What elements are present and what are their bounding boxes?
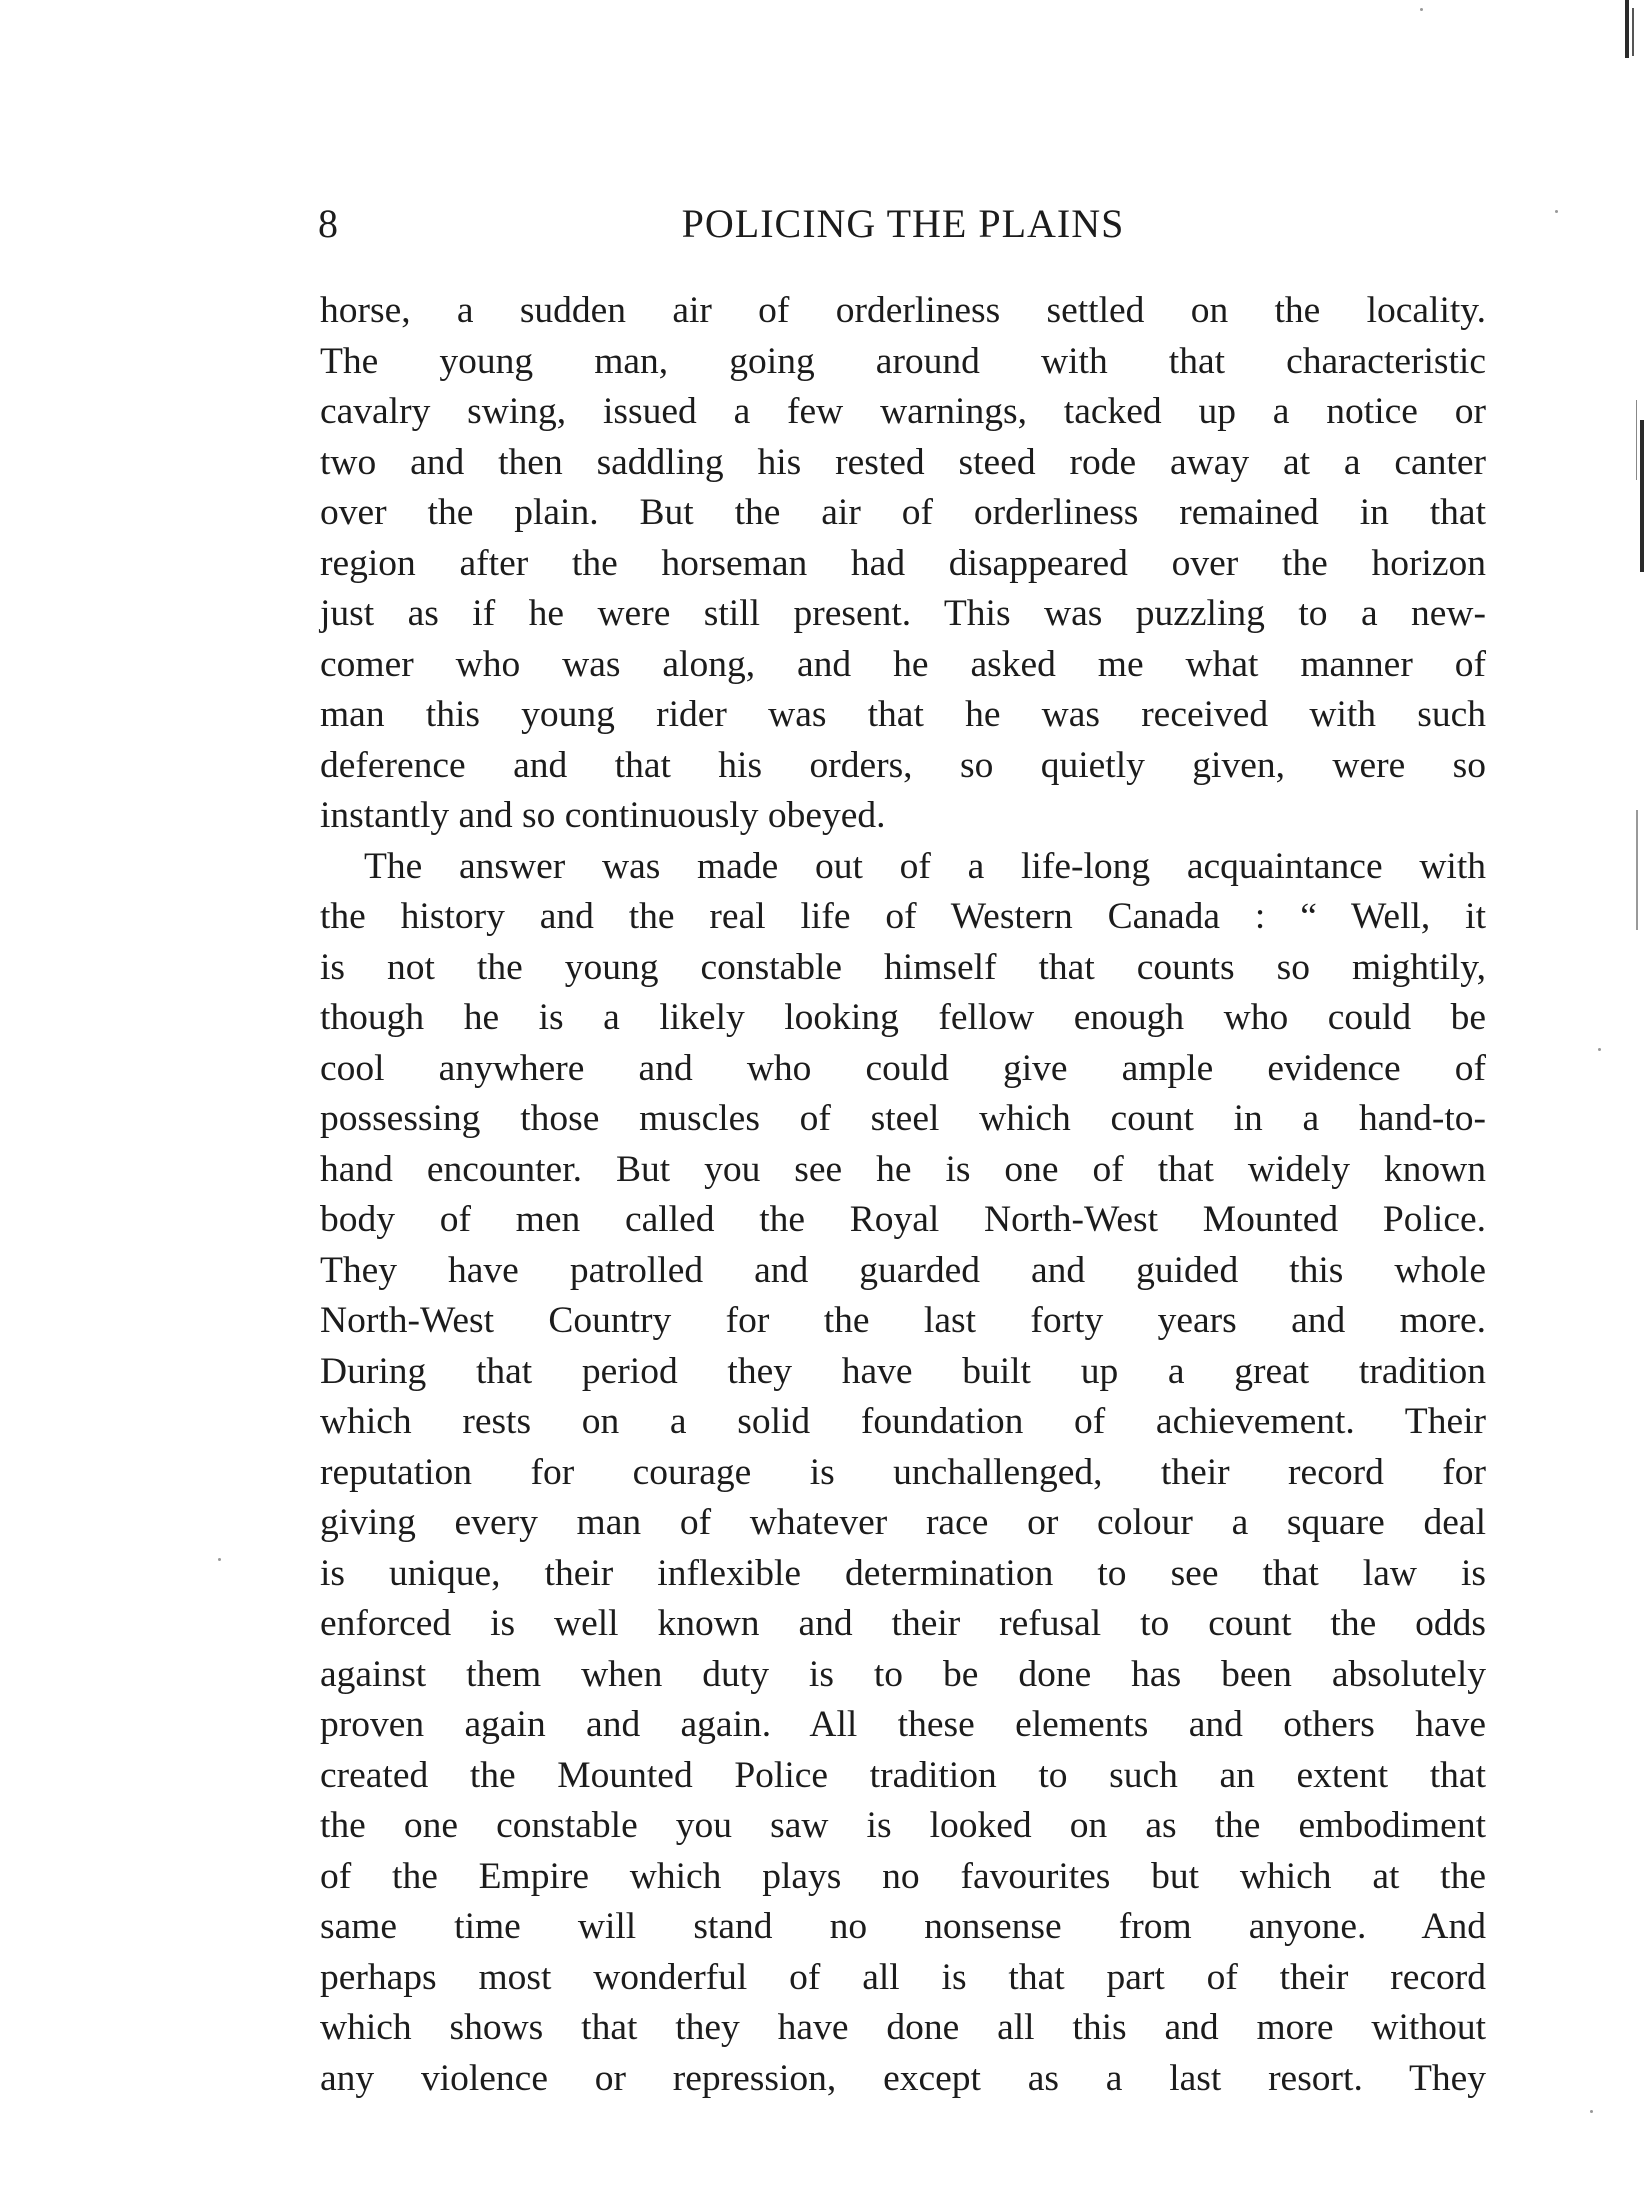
scan-speck: [1420, 8, 1423, 11]
text-line: over the plain. But the air of orderliness remained in that: [320, 492, 1486, 533]
text-line: enforced is well known and their refusal to count the odds: [320, 1603, 1486, 1644]
text-line: perhaps most wonderful of all is that part of their record: [320, 1956, 1486, 1998]
text-line: created the Mounted Police tradition to such an extent that: [320, 1754, 1486, 1796]
text-line: possessing those muscles of steel which count in a hand-to-: [320, 1098, 1486, 1139]
scan-edge-mark: [1636, 810, 1638, 930]
scan-speck: [218, 1558, 221, 1561]
text-line: any violence or repression, except as a last resort. They: [320, 2057, 1486, 2099]
text-line: cavalry swing, issued a few warnings, tacked up a notice or: [320, 391, 1486, 432]
text-line: which shows that they have done all this and more without: [320, 2007, 1486, 2048]
text-line: They have patrolled and guarded and guided this whole: [320, 1249, 1486, 1291]
text-line: which rests on a solid foundation of achievement. Their: [320, 1401, 1486, 1442]
text-line: deference and that his orders, so quietly given, were so: [320, 744, 1486, 786]
text-line: is unique, their inflexible determination to see that law is: [320, 1552, 1486, 1594]
text-line: against them when duty is to be done has been absolutely: [320, 1653, 1486, 1695]
running-title: POLICING THE PLAINS: [681, 201, 1125, 246]
text-line: North-West Country for the last forty years and more.: [320, 1300, 1486, 1341]
text-line: proven again and again. All these elements and others have: [320, 1704, 1486, 1745]
text-line: the history and the real life of Western Canada : “ Well, it: [320, 896, 1486, 937]
text-line: body of men called the Royal North-West Mounted Police.: [320, 1199, 1486, 1240]
scan-edge-mark: [1625, 0, 1629, 58]
scan-speck: [1598, 1048, 1601, 1051]
paragraph-2: [320, 842, 1486, 2105]
text-line: region after the horseman had disappeared over the horizon: [320, 542, 1486, 584]
text-line: reputation for courage is unchallenged, their record for: [320, 1451, 1486, 1493]
text-line: comer who was along, and he asked me what manner of: [320, 643, 1486, 685]
text-line: horse, a sudden air of orderliness settled on the locality.: [320, 290, 1486, 331]
body-text: [320, 286, 1486, 2104]
text-line: giving every man of whatever race or colour a square deal: [320, 1502, 1486, 1543]
text-line: cool anywhere and who could give ample evidence of: [320, 1047, 1486, 1089]
text-line: is not the young constable himself that counts so mightily,: [320, 946, 1486, 988]
text-line: though he is a likely looking fellow enough who could be: [320, 997, 1486, 1038]
scan-speck: [1555, 210, 1558, 213]
text-line: of the Empire which plays no favourites but which at the: [320, 1855, 1486, 1897]
text-line: The answer was made out of a life-long acquaintance with: [364, 845, 1486, 887]
text-line: instantly and so continuously obeyed.: [320, 795, 886, 836]
text-line: the one constable you saw is looked on as the embodiment: [320, 1805, 1486, 1846]
text-line: just as if he were still present. This was puzzling to a new-: [320, 593, 1486, 634]
text-line: During that period they have built up a great tradition: [320, 1350, 1486, 1392]
scan-edge-mark: [1632, 8, 1634, 56]
text-line: hand encounter. But you see he is one of that widely known: [320, 1148, 1486, 1190]
scan-edge-mark: [1640, 420, 1644, 572]
paragraph-1: [320, 286, 1486, 842]
text-line: man this young rider was that he was received with such: [320, 694, 1486, 735]
scan-edge-mark: [1636, 400, 1637, 480]
text-line: same time will stand no nonsense from anyone. And: [320, 1906, 1486, 1947]
page-number: 8: [318, 201, 338, 246]
text-line: The young man, going around with that characteristic: [320, 340, 1486, 382]
running-head: [318, 196, 1488, 252]
scan-speck: [1590, 2110, 1593, 2113]
text-line: two and then saddling his rested steed rode away at a canter: [320, 441, 1486, 483]
